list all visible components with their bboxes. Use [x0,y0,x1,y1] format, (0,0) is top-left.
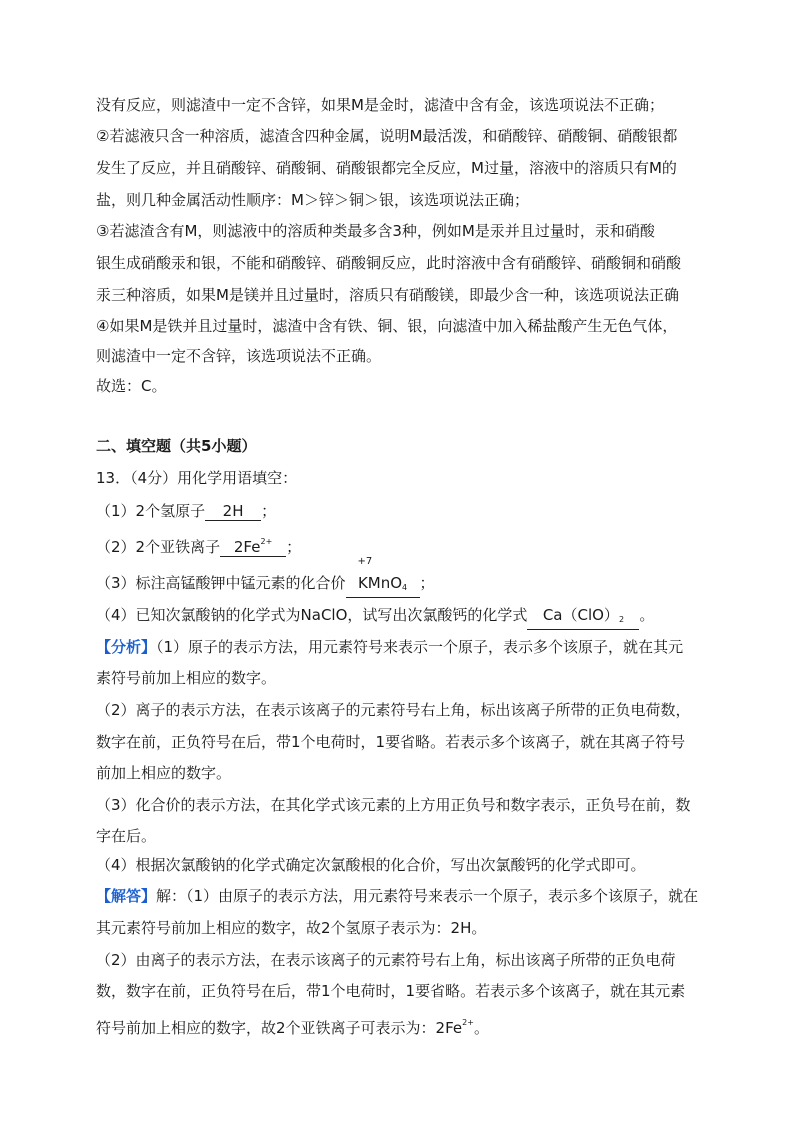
part-text: ； [419,574,435,592]
answer-blank-1: 2H [205,502,261,521]
text-line: ②若滤液只含一种溶质，滤渣含四种金属，说明M最活泼，和硝酸锌、硝酸铜、硝酸银都 [96,127,678,145]
formula-subscript: 4 [402,583,408,592]
answer-blank-4 [527,606,639,630]
answer-blank-2 [220,533,286,557]
answer-line: 其元素符号前加上相应的数字，故2个氢原子表示为：2H。 [96,919,487,937]
charge-superscript: 2+ [462,1018,474,1027]
formula-subscript: 2 [618,615,625,624]
answer-text: 。 [473,1019,489,1037]
analysis-line: 前加上相应的数字。 [96,764,232,782]
analysis-text: （1）原子的表示方法，用元素符号来表示一个原子，表示多个该原子，就在其元 [156,638,684,656]
text-line: ③若滤渣含有M，则滤液中的溶质种类最多含3种，例如M是汞并且过量时，汞和硝酸 [96,222,655,240]
analysis-line: 数字在前，正负符号在后，带1个电荷时，1要省略。若表示多个该离子，就在其离子符号 [96,733,686,751]
question-part-3 [96,556,716,597]
answer-text: 2Fe [233,538,261,556]
answer-line: （2）由离子的表示方法，在表示该离子的元素符号右上角，标出该离子所带的正负电荷 [96,951,676,969]
part-text: （3）标注高锰酸钾中锰元素的化合价 [96,574,346,592]
part-text: 。 [639,606,655,624]
analysis-line: 素符号前加上相应的数字。 [96,669,277,687]
text-line: 盐，则几种金属活动性顺序：M＞锌＞铜＞银，该选项说法正确； [96,191,529,209]
analysis-line: （3）化合价的表示方法，在其化学式该元素的上方用正负号和数字表示，正负号在前，数 [96,796,691,814]
analysis-tag: 【分析】 [96,638,157,656]
text-line: 故选：C。 [96,377,167,395]
answer-blank-3 [346,556,420,598]
answer-line [96,886,716,906]
question-part-2 [96,533,716,557]
analysis-line: 字在后。 [96,827,157,845]
part-text: （2）2个亚铁离子 [96,538,221,556]
text-line: 汞三种溶质，如果M是镁并且过量时，溶质只有硝酸镁，即最少含一种，该选项说法正确 [96,286,679,304]
answer-text: 解：（1）由原子的表示方法，用元素符号来表示一个原子，表示多个该原子，就在 [156,887,699,905]
text-line: 发生了反应，并且硝酸锌、硝酸铜、硝酸银都完全反应，M过量，溶液中的溶质只有M的 [96,159,677,177]
answer-line: 数，数字在前，正负符号在后，带1个电荷时，1要省略。若表示多个该离子，就在其元素 [96,982,686,1000]
charge-superscript: 2+ [260,537,273,546]
answer-line [96,1013,716,1038]
answer-text: 符号前加上相应的数字，故2个亚铁离子可表示为：2Fe [96,1019,463,1037]
question-part-4 [96,605,716,630]
part-text: （1）2个氢原子 [96,502,206,520]
analysis-line [96,637,716,657]
answer-text: KMnO [357,574,403,592]
text-line: 银生成硝酸汞和银，不能和硝酸锌、硝酸铜反应，此时溶液中含有硝酸锌、硝酸铜和硝酸 [96,254,682,272]
section-heading: 二、填空题（共5小题） [96,437,257,455]
answer-text: Ca（ClO） [542,606,619,624]
question-part-1 [96,501,716,521]
question-title: 13．（4分）用化学用语填空： [96,469,298,487]
text-line: 没有反应，则滤渣中一定不含锌，如果M是金时，滤渣中含有金，该选项说法不正确； [96,96,664,114]
part-text: ； [261,502,277,520]
analysis-line: （4）根据次氯酸钠的化学式确定次氯酸根的化合价，写出次氯酸钙的化学式即可。 [96,856,646,874]
answer-tag: 【解答】 [96,887,157,905]
part-text: （4）已知次氯酸钠的化学式为NaClO，试写出次氯酸钙的化学式 [96,606,528,624]
text-line: 则滤渣中一定不含锌，该选项说法不正确。 [96,347,382,365]
valence-mark: +7 [357,556,373,567]
part-text: ； [286,538,302,556]
analysis-line: （2）离子的表示方法，在表示该离子的元素符号右上角，标出该离子所带的正负电荷数， [96,701,691,719]
text-line: ④如果M是铁并且过量时，滤渣中含有铁、铜、银，向滤渣中加入稀盐酸产生无色气体， [96,317,678,335]
